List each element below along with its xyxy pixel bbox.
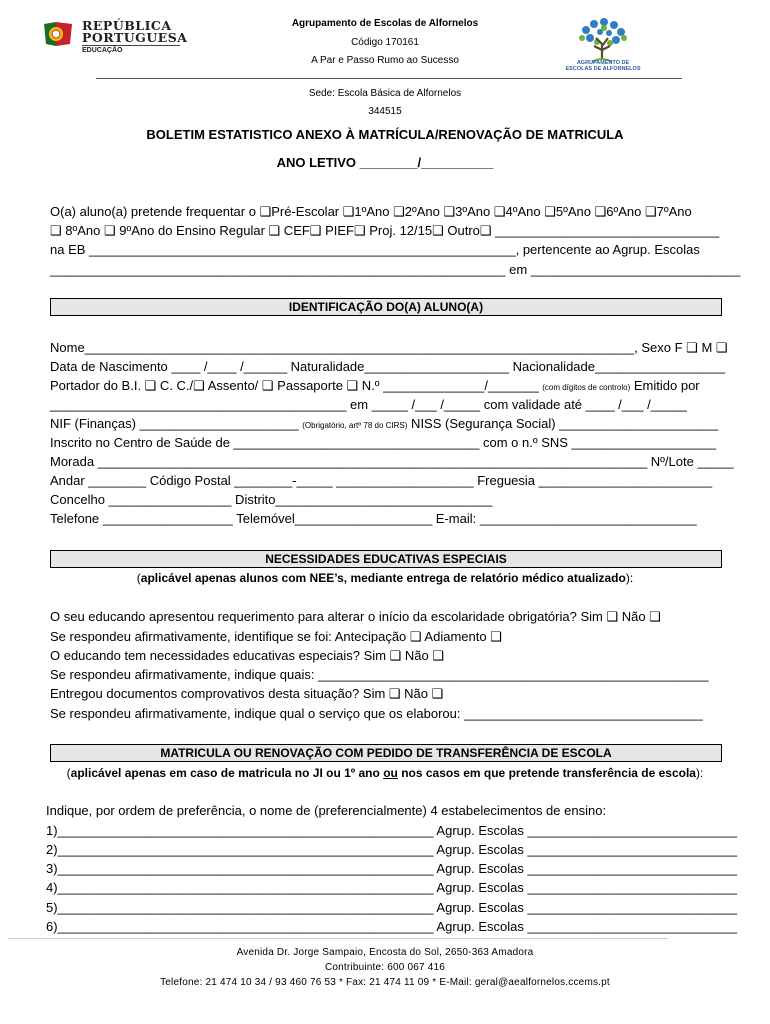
school-code: Código 170161 (351, 37, 419, 48)
agrupamento-logo (564, 16, 642, 76)
section-transfer-subtitle: (aplicável apenas em caso de matricula no JI ou 1º ano ou nos casos em que pretende transferência de escola): (66, 766, 704, 780)
field-nome: Nome____________________________________________________________________________, Sexo F ❑ M ❑ (50, 340, 728, 355)
field-emitido: _________________________________________ em _____ /___ /_____ com validade até ____ /___ /_____ (50, 397, 687, 412)
tree-icon (564, 16, 642, 66)
transfer-row: 3)____________________________________________________ Agrup. Escolas _____________________________ (46, 861, 738, 876)
intro-line-2: ❑ 8ºAno ❑ 9ºAno do Ensino Regular ❑ CEF❑ PIEF❑ Proj. 12/15❑ Outro❑ _______________________________ (50, 223, 720, 238)
school-motto: A Par e Passo Rumo ao Sucesso (311, 55, 459, 66)
nee-question-4: Se respondeu afirmativamente, indique quais: ______________________________________________________ (50, 667, 709, 682)
footer-address: Avenida Dr. Jorge Sampaio, Encosta do Sol, 2650-363 Amadora (236, 947, 534, 958)
logo-line3: EDUCAÇÃO (82, 47, 123, 54)
section-transfer-title: MATRICULA OU RENOVAÇÃO COM PEDIDO DE TRANSFERÊNCIA DE ESCOLA (50, 744, 722, 762)
school-year: ANO LETIVO ________/__________ (276, 155, 494, 170)
nee-question-5: Entregou documentos comprovativos desta situação? Sim ❑ Não ❑ (50, 686, 444, 701)
section-nee-subtitle: (aplicável apenas alunos com NEE’s, mediante entrega de relatório médico atualizado): (136, 571, 634, 585)
section-nee-title: NECESSIDADES EDUCATIVAS ESPECIAIS (50, 550, 722, 568)
section-identification-title: IDENTIFICAÇÃO DO(A) ALUNO(A) (50, 298, 722, 316)
field-concelho: Concelho _________________ Distrito______________________________ (50, 492, 493, 507)
field-nif: NIF (Finanças) ______________________ (Obrigatório, artº 78 do CIRS) NISS (Segurança Social) ______________________ (50, 416, 719, 431)
footer-nif: Contribuinte: 600 067 416 (324, 962, 446, 973)
field-centro-saude: Inscrito no Centro de Saúde de __________________________________ com o n.º SNS ____________________ (50, 435, 717, 450)
intro-line-3: na EB ___________________________________________________________, pertencente ao Agrup. Escolas (50, 242, 700, 257)
nee-question-1: O seu educando apresentou requerimento para alterar o início da escolaridade obrigatória? Sim ❑ Não ❑ (50, 609, 661, 624)
sede-name: Sede: Escola Básica de Alfornelos (308, 88, 462, 99)
field-documento: Portador do B.I. ❑ C. C./❑ Assento/ ❑ Passaporte ❑ N.º ______________/_______ (com dígitos de controlo) Emitido por (50, 378, 700, 393)
field-nascimento: Data de Nascimento ____ /____ /______ Naturalidade____________________ Nacionalidade__________________ (50, 359, 726, 374)
field-andar: Andar ________ Código Postal ________-_____ ___________________ Freguesia ________________________ (50, 473, 713, 488)
footer-contacts: Telefone: 21 474 10 34 / 93 460 76 53 * Fax: 21 474 11 09 * E-Mail: geral@aealfornelos.ccems.pt (160, 977, 610, 988)
transfer-row: 4)____________________________________________________ Agrup. Escolas _____________________________ (46, 880, 738, 895)
nee-question-2: Se respondeu afirmativamente, identifique se foi: Antecipação ❑ Adiamento ❑ (50, 629, 502, 644)
logo-line2: PORTUGUESA (82, 30, 188, 45)
agrupamento-logo-text: AGRUPAMENTO DE ESCOLAS DE ALFORNELOS (565, 60, 641, 72)
field-telefone: Telefone __________________ Telemóvel___________________ E-mail: ______________________________ (50, 511, 697, 526)
field-morada: Morada ____________________________________________________________________________ Nº/Lote _____ (50, 454, 734, 469)
header-rule (96, 78, 682, 79)
intro-line-1: O(a) aluno(a) pretende frequentar o ❑Pré-Escolar ❑1ºAno ❑2ºAno ❑3ºAno ❑4ºAno ❑5ºAno ❑6ºAno ❑7ºAno (50, 204, 692, 219)
nee-question-6: Se respondeu afirmativamente, indique qual o serviço que os elaborou: _________________________________ (50, 706, 703, 721)
school-name: Agrupamento de Escolas de Alfornelos (291, 18, 479, 29)
form-title: BOLETIM ESTATISTICO ANEXO À MATRÍCULA/RENOVAÇÃO DE MATRICULA (146, 127, 624, 142)
transfer-row: 5)____________________________________________________ Agrup. Escolas _____________________________ (46, 900, 738, 915)
sede-code: 344515 (368, 106, 402, 117)
nee-question-3: O educando tem necessidades educativas especiais? Sim ❑ Não ❑ (50, 648, 445, 663)
transfer-row: 6)____________________________________________________ Agrup. Escolas _____________________________ (46, 919, 738, 934)
intro-line-4: _______________________________________________________________ em _____________________________ (50, 262, 741, 277)
footer-rule (8, 938, 668, 939)
transfer-intro: Indique, por ordem de preferência, o nome de (preferencialmente) 4 estabelecimentos de ensino: (46, 803, 607, 818)
logo-line1: REPÚBLICA (82, 18, 172, 33)
transfer-row: 2)____________________________________________________ Agrup. Escolas _____________________________ (46, 842, 738, 857)
transfer-row: 1)____________________________________________________ Agrup. Escolas _____________________________ (46, 823, 738, 838)
